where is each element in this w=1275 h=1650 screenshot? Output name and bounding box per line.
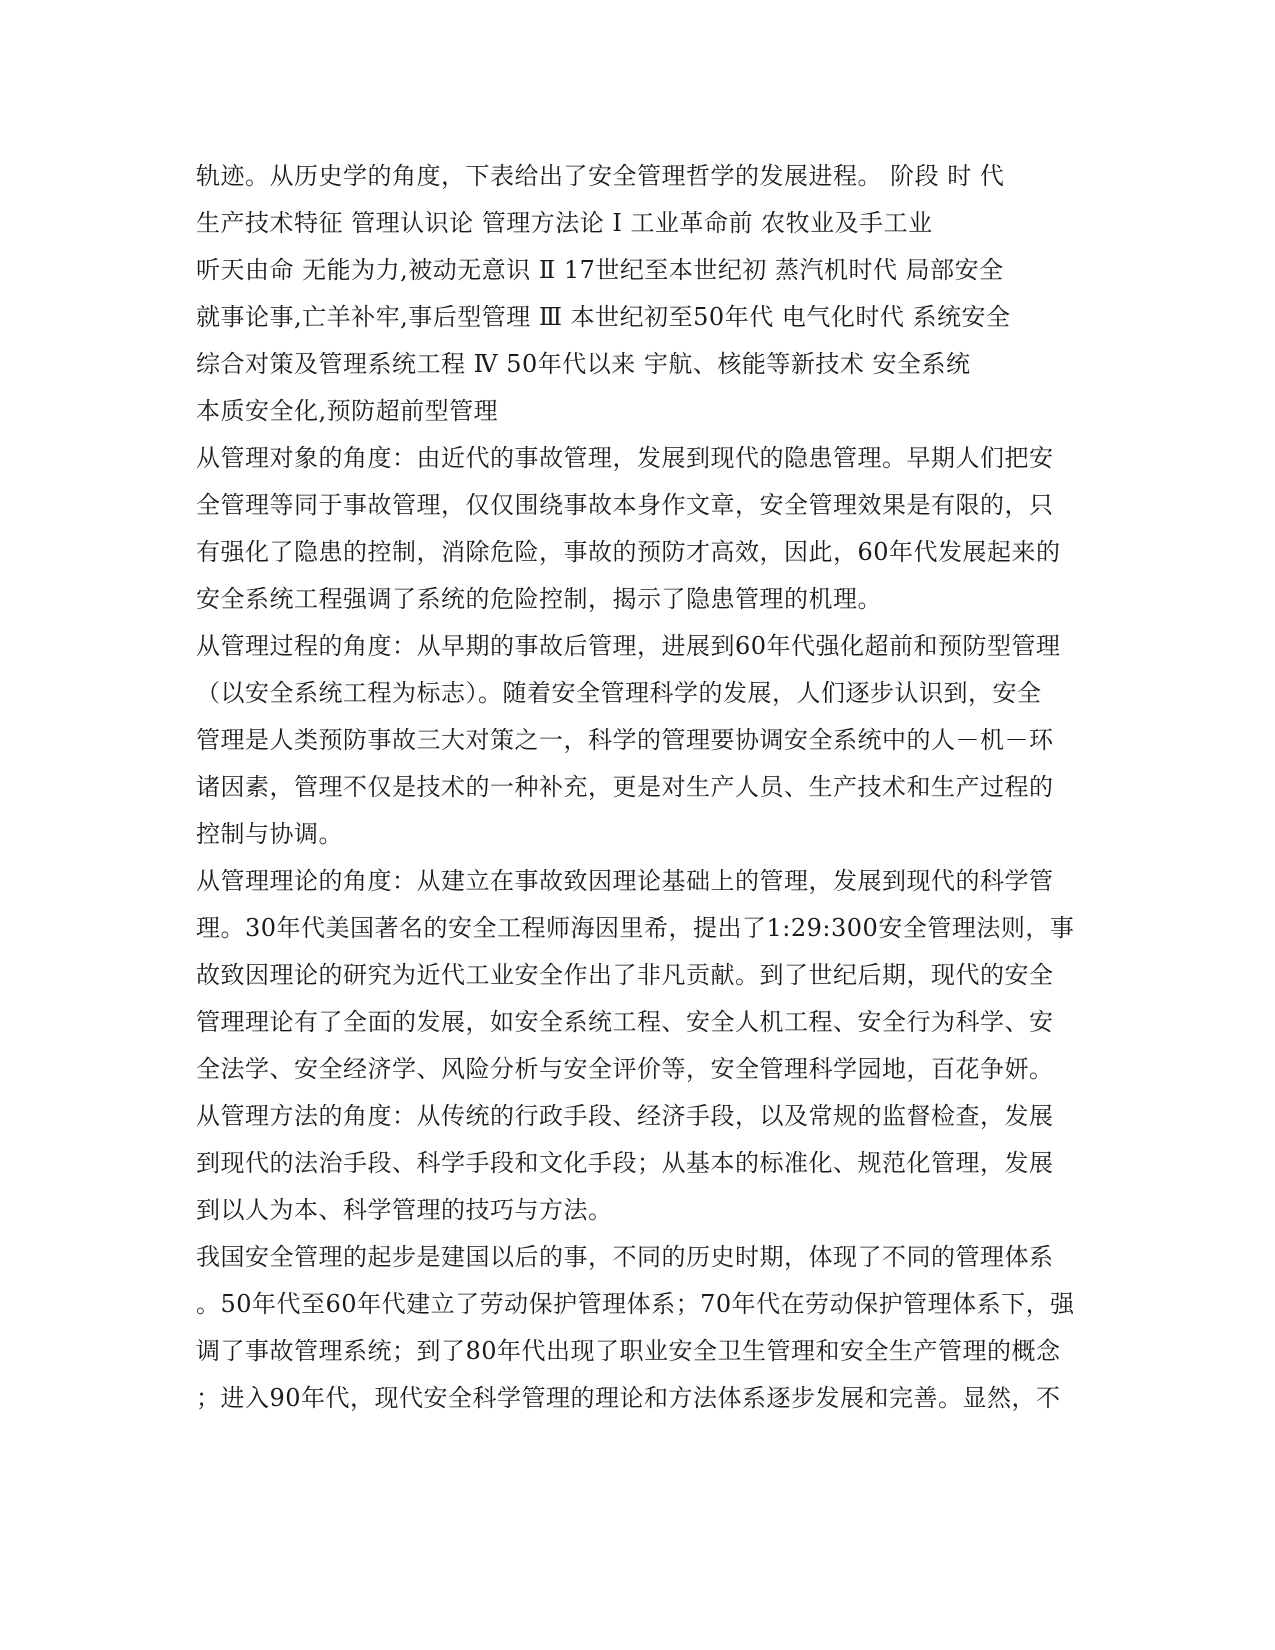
text-line: 管理理论有了全面的发展，如安全系统工程、安全人机工程、安全行为科学、安 <box>196 1008 1054 1036</box>
text-line: 我国安全管理的起步是建国以后的事，不同的历史时期，体现了不同的管理体系 <box>196 1243 1054 1271</box>
text-line: 调了事故管理系统；到了80年代出现了职业安全卫生管理和安全生产管理的概念 <box>196 1337 1061 1365</box>
text-line: 听天由命 无能为力,被动无意识 Ⅱ 17世纪至本世纪初 蒸汽机时代 局部安全 <box>196 256 1004 284</box>
text-line: 到以人为本、科学管理的技巧与方法。 <box>196 1196 613 1224</box>
text-line: 生产技术特征 管理认识论 管理方法论 Ⅰ 工业革命前 农牧业及手工业 <box>196 209 933 237</box>
text-line: 从管理对象的角度：由近代的事故管理，发展到现代的隐患管理。早期人们把安 <box>196 444 1054 472</box>
text-line: 本质安全化,预防超前型管理 <box>196 397 499 425</box>
text-line: 故致因理论的研究为近代工业安全作出了非凡贡献。到了世纪后期，现代的安全 <box>196 961 1054 989</box>
text-line: 从管理过程的角度：从早期的事故后管理，进展到60年代强化超前和预防型管理 <box>196 632 1061 660</box>
text-line: 管理是人类预防事故三大对策之一，科学的管理要协调安全系统中的人－机－环 <box>196 726 1054 754</box>
text-line: 从管理方法的角度：从传统的行政手段、经济手段，以及常规的监督检查，发展 <box>196 1102 1054 1130</box>
text-line: 轨迹。从历史学的角度，下表给出了安全管理哲学的发展进程。 阶段 时 代 <box>196 162 1005 190</box>
text-line: 综合对策及管理系统工程 Ⅳ 50年代以来 宇航、核能等新技术 安全系统 <box>196 350 971 378</box>
text-line: 。50年代至60年代建立了劳动保护管理体系；70年代在劳动保护管理体系下，强 <box>196 1290 1075 1318</box>
text-line: 有强化了隐患的控制，消除危险，事故的预防才高效，因此，60年代发展起来的 <box>196 538 1061 566</box>
text-line: 安全系统工程强调了系统的危险控制，揭示了隐患管理的机理。 <box>196 585 882 613</box>
text-line: 全管理等同于事故管理，仅仅围绕事故本身作文章，安全管理效果是有限的，只 <box>196 491 1054 519</box>
text-line: 控制与协调。 <box>196 820 343 848</box>
text-line: 诸因素，管理不仅是技术的一种补充，更是对生产人员、生产技术和生产过程的 <box>196 773 1054 801</box>
text-line: 就事论事,亡羊补牢,事后型管理 Ⅲ 本世纪初至50年代 电气化时代 系统安全 <box>196 303 1011 331</box>
text-line: 全法学、安全经济学、风险分析与安全评价等，安全管理科学园地，百花争妍。 <box>196 1055 1054 1083</box>
text-line: （以安全系统工程为标志）。随着安全管理科学的发展，人们逐步认识到，安全 <box>196 679 1042 707</box>
text-line: 理。30年代美国著名的安全工程师海因里希，提出了1:29:300安全管理法则，事 <box>196 914 1075 942</box>
text-line: ；进入90年代，现代安全科学管理的理论和方法体系逐步发展和完善。显然，不 <box>196 1384 1061 1412</box>
text-line: 从管理理论的角度：从建立在事故致因理论基础上的管理，发展到现代的科学管 <box>196 867 1054 895</box>
text-line: 到现代的法治手段、科学手段和文化手段；从基本的标准化、规范化管理，发展 <box>196 1149 1054 1177</box>
